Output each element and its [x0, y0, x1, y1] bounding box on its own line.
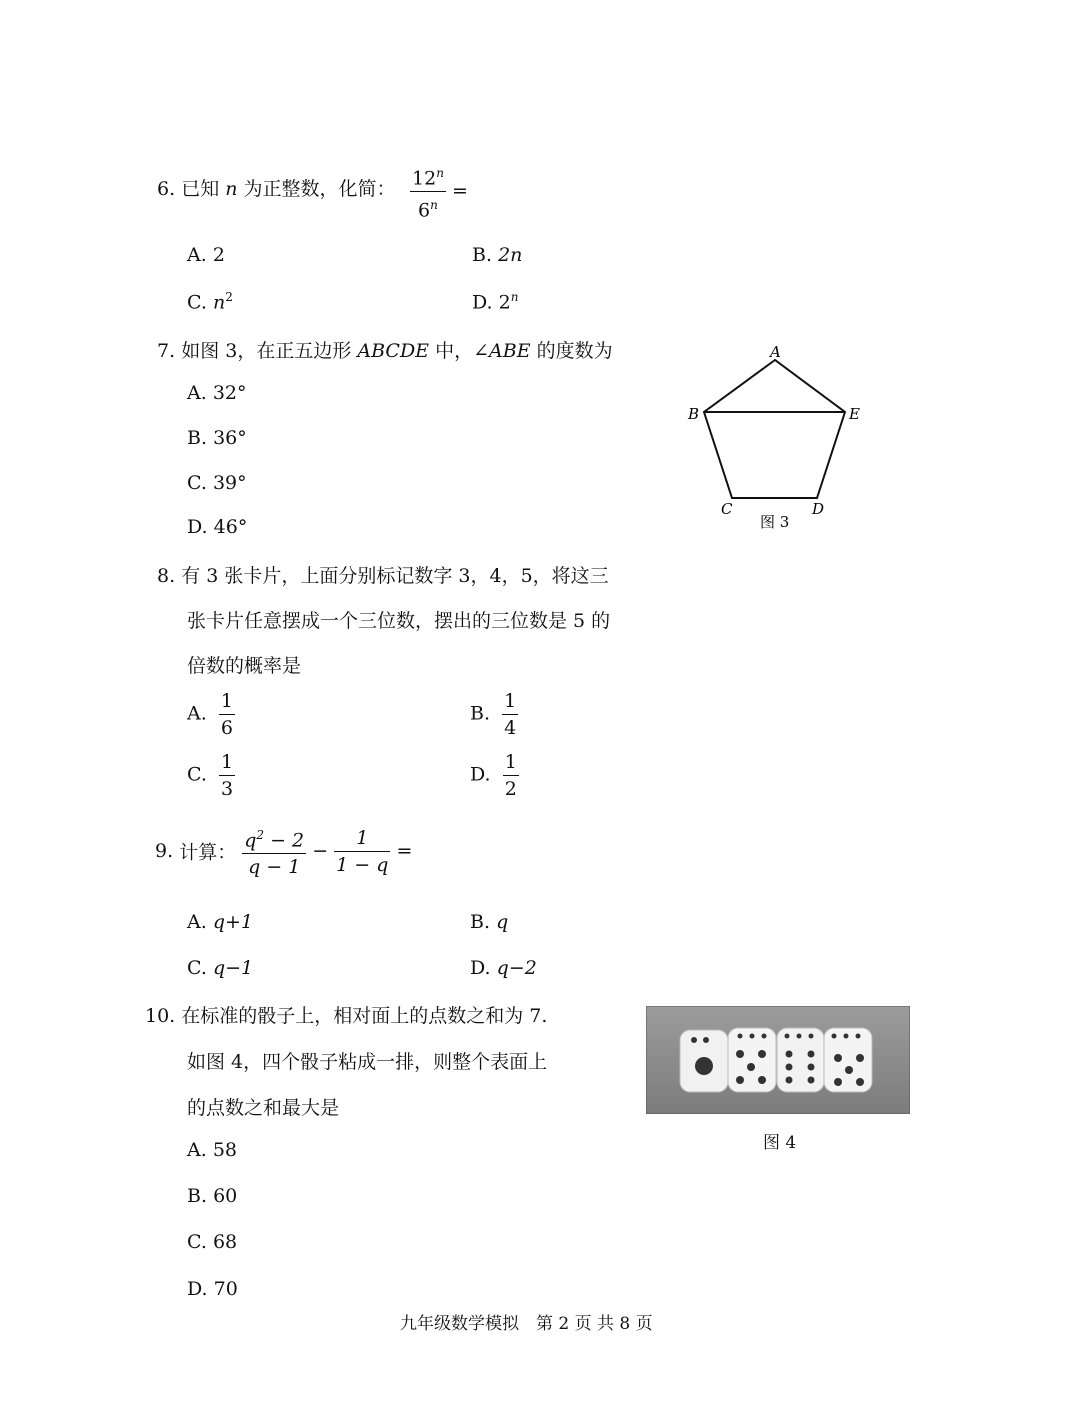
dice-photo [646, 1006, 910, 1114]
q10-option-a[interactable]: A. 58 [187, 1139, 237, 1161]
q9-stem: 9. 计算： $\frac{q^2 - 2}{q - 1}$ − $\frac{1}{1 - q}$ = [155, 822, 412, 880]
q7-option-c[interactable]: C. 39° [187, 472, 247, 494]
q9-option-c[interactable]: C. q−1 [187, 957, 254, 979]
q6-option-a[interactable]: A. 2 [187, 244, 225, 266]
q8-option-a[interactable]: A. $\frac{1}{6}$ [187, 690, 233, 739]
figure-4-caption: 图 4 [763, 1133, 797, 1153]
figure-3-caption: 图 3 [760, 513, 790, 531]
q10-number: 10. [145, 1005, 176, 1027]
q7-number: 7. [157, 340, 176, 362]
q9-option-a[interactable]: A. q+1 [187, 911, 253, 933]
q10-line2: 如图 4，四个骰子粘成一排，则整个表面上 [187, 1051, 548, 1073]
q7-option-a[interactable]: A. 32° [187, 382, 247, 404]
q7-option-b[interactable]: B. 36° [187, 427, 247, 449]
vertex-label-a: A [770, 343, 781, 361]
q8-line2: 张卡片任意摆成一个三位数，摆出的三位数是 5 的 [187, 610, 611, 632]
q8-number: 8. [157, 565, 176, 587]
q8-option-b[interactable]: B. $\frac{1}{4}$ [470, 690, 517, 739]
q8-line1: 8. 有 3 张卡片，上面分别标记数字 3，4，5，将这三 [157, 565, 609, 587]
vertex-label-b: B [688, 405, 700, 423]
vertex-label-d: D [812, 500, 825, 518]
pentagon-shape [704, 360, 845, 498]
q7-stem: 7. 如图 3，在正五边形 ABCDE 中，∠ABE 的度数为 [157, 340, 613, 362]
q6-option-b[interactable]: B. 2n [472, 244, 523, 266]
q9-option-d[interactable]: D. q−2 [470, 957, 537, 979]
vertex-label-e: E [849, 405, 860, 423]
q10-option-c[interactable]: C. 68 [187, 1231, 238, 1253]
vertex-label-c: C [721, 500, 733, 518]
q9-number: 9. [155, 840, 174, 863]
q6-stem: 6. 已知 n 为正整数，化简： [157, 178, 396, 200]
q9-fraction-2: $\frac{1}{1 - q}$ [336, 826, 389, 876]
pentagon-figure [680, 340, 880, 540]
q6-option-c[interactable]: C. $n^2$ [187, 290, 233, 314]
q10-line3: 的点数之和最大是 [187, 1097, 340, 1119]
q10-option-d[interactable]: D. 70 [187, 1278, 238, 1300]
q6-fraction: $\frac{12^n}{6^n}$ = [410, 160, 468, 224]
q8-option-c[interactable]: C. $\frac{1}{3}$ [187, 751, 234, 800]
page-footer: 九年级数学模拟 第 2 页 共 8 页 [400, 1314, 653, 1334]
q6-option-d[interactable]: D. 2$^n$ [472, 290, 519, 314]
q10-line1: 10. 在标准的骰子上，相对面上的点数之和为 7. [145, 1005, 548, 1027]
q8-option-d[interactable]: D. $\frac{1}{2}$ [470, 751, 517, 800]
q9-fraction-1: $\frac{q^2 - 2}{q - 1}$ [242, 822, 306, 880]
q10-option-b[interactable]: B. 60 [187, 1185, 238, 1207]
q7-option-d[interactable]: D. 46° [187, 516, 248, 538]
die-4 [824, 1028, 872, 1092]
die-1 [680, 1030, 728, 1092]
q8-line3: 倍数的概率是 [187, 655, 302, 677]
q6-number: 6. [157, 178, 176, 200]
die-3 [777, 1028, 824, 1092]
q9-option-b[interactable]: B. q [470, 911, 509, 933]
die-2 [728, 1028, 776, 1092]
